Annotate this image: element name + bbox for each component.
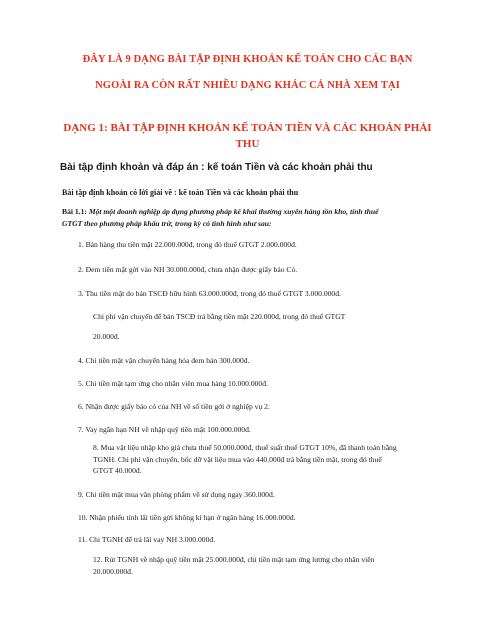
exercise-intro-line-2: GTGT theo phương pháp khấu trừ, trong kỳ có tình hình như sau: [62,218,272,228]
list-item: 4. Chi tiền mặt vận chuyển hàng hóa đem bán 300.000đ. [78,356,250,365]
section-title-line-1: DẠNG 1: BÀI TẬP ĐỊNH KHOẢN KẾ TOÁN TIỀN VÀ CÁC KHOẢN PHẢI [63,122,432,134]
list-item: 11. Chi TGNH để trả lãi vay NH 3.000.000đ. [78,535,216,544]
list-item-8-block [93,442,473,477]
list-item: 6. Nhận được giấy báo có của NH về số tiền gởi ở nghiệp vụ 2. [78,402,270,411]
list-item: 9. Chi tiền mặt mua văn phòng phẩm về sử dụng ngay 360.000đ. [78,490,275,499]
list-item: Chi phí vận chuyển để bán TSCĐ trả bằng tiền mặt 220.000đ, trong đó thuế GTGT [93,312,346,321]
list-item: 12. Rút TGNH về nhập quỹ tiền mặt 25.000.000đ, chi tiền mặt tạm ứng lương cho nhân viên [93,555,375,564]
list-item: 7. Vay ngắn hạn NH về nhập quỹ tiền mặt 100.000.000đ. [78,425,251,434]
list-item: 20.000.000đ. [93,566,133,576]
list-item: 10. Nhận phiếu tính lãi tiền gửi không kì hạn ở ngân hàng 16.000.000đ. [78,513,296,522]
section-subtitle-sans: Bài tập định khoản và đáp án : kế toán Tiền và các khoản phải thu [60,162,373,173]
list-item: 1. Bán hàng thu tiền mặt 22.000.000đ, trong đó thuế GTGT 2.000.000đ. [78,240,297,249]
list-item: 5. Chi tiền mặt tạm ứng cho nhân viên mua hàng 10.000.000đ. [78,379,268,388]
list-item: GTGT 40.000đ. [93,466,142,475]
section-title-line-2: THU [235,138,260,150]
header-line-2: NGOÀI RA CÒN RẤT NHIỀU DẠNG KHÁC CẢ NHÀ XEM TẠI [95,80,400,91]
list-item: 3. Thu tiền mặt do bán TSCĐ hữu hình 63.000.000đ, trong đó thuế GTGT 3.000.000đ. [78,289,341,298]
exercise-intro [62,206,462,229]
header-line-1: ĐÂY LÀ 9 DẠNG BÀI TẬP ĐỊNH KHOẢN KẾ TOÁN CHO CÁC BẠN [82,54,413,65]
list-item: 2. Đem tiền mặt gởi vào NH 30.000.000đ, chưa nhận được giấy báo Có. [78,265,298,274]
list-item: TGNH. Chi phí vận chuyển, bốc dỡ vật liệu mua vào 440.000đ trả bằng tiền mặt, trong đó thuế [93,454,382,464]
list-item: 8. Mua vật liệu nhập kho giá chưa thuế 50.000.000đ, thuế suất thuế GTGT 10%, đã thanh toán bằng [93,443,397,452]
exercise-label: Bài 1.1: [62,207,87,216]
list-item-12-block [93,554,473,577]
exercise-intro-line-1: Một một doanh nghiệp áp dụng phương pháp kê khai thường xuyên hàng tồn kho, tính thuế [88,207,379,216]
list-item: 20.000đ. [93,332,120,341]
section-subtitle-serif: Bài tập định khoản có lời giải về : kế toán Tiền và các khoản phải thu [62,188,299,197]
